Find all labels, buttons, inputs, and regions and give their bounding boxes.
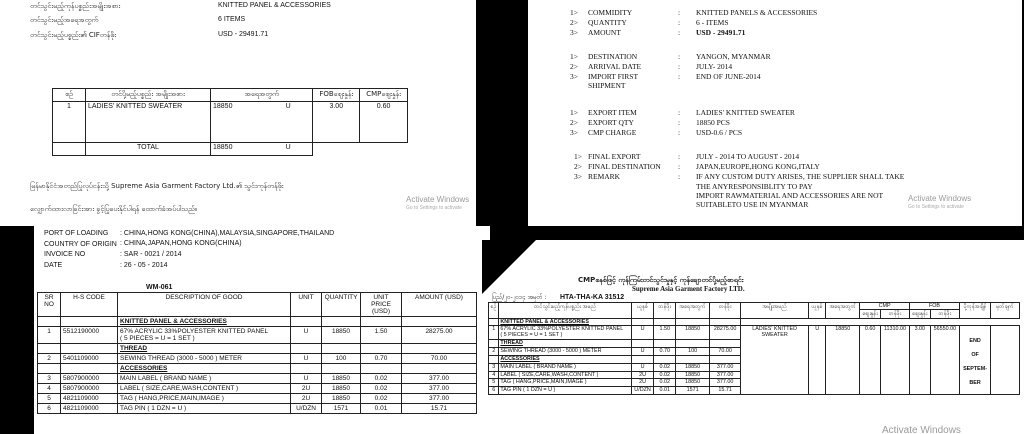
company-name: Supreme Asia Garment Factory LTD. [632, 285, 745, 293]
colon: : [678, 172, 681, 181]
item-value: USD - 29491.71 [696, 28, 746, 37]
colon: : [678, 62, 681, 71]
table-row: 4 LABEL ( SIZE,CARE,WASH,CONTENT ) 2U 0.02 18850 377.00 [489, 371, 1020, 379]
table-row: 1 67% ACRYLIC 33%POLYESTER KNITTED PANEL ( 5 PIECES = U = 1 SET ) U 1.50 18850 28275.00 LADIES' KNITTED SWEATER U 18850 0.60 11310.00 3.00 56550.00 END OF SEPTEM- BER [489, 326, 1020, 340]
footer-text: မြန်မာနိုင်ငံအတည်ပြုလုပ်ငန်းသို့ Supreme Asia Garment Factory Ltd.၏ သွင်းကုန်တန်ဖိုး [30, 182, 284, 190]
table-header: အမျိုးအမည် [741, 303, 809, 319]
item-value: YANGON, MYANMAR [696, 52, 771, 61]
table-row: 2 SEWING THREAD (3000 - 5000 ) METER U 0.70 100 70.00 [489, 348, 1020, 356]
remark-line: THE ANYRESPONSIBLITY TO PAY [696, 182, 813, 191]
header-value: KNITTED PANEL & ACCESSORIES [218, 2, 331, 9]
table-header: အရေအတွက် [211, 89, 313, 102]
section-row [38, 317, 477, 327]
colon: : [678, 72, 681, 81]
table-header: ယူနစ် [809, 303, 826, 319]
table-header: AMOUNT (USD) [402, 293, 477, 317]
colon: : [678, 8, 681, 17]
item-number: 2> [570, 62, 578, 71]
commercial-invoice-document [34, 226, 490, 434]
item-value: 18850 PCS [696, 118, 730, 127]
item-value: IF ANY CUSTOM DUTY ARISES, THE SUPPLIER SHALL TAKE [696, 172, 905, 181]
header-value: USD - 29491.71 [218, 31, 269, 38]
item-label: EXPORT ITEM [588, 108, 637, 117]
activation-watermark: Activate Windows [882, 425, 961, 434]
item-value: 6 - ITEMS [696, 18, 729, 27]
header-label: တင်သွင်းမည့်အရေအတွက် [30, 16, 99, 24]
header-label: တင်သွင်းမည့်ကုန်ပစ္စည်းအမျိုးအစား [30, 2, 121, 10]
table-header: CMP [860, 303, 910, 310]
table-header: QUANTITY [322, 293, 361, 317]
activation-watermark: Activate Windows Go to Settings to activate [908, 194, 972, 210]
section-label: KNITTED PANEL & ACCESSORIES [118, 317, 291, 327]
section-row [489, 319, 1020, 326]
table-header: FOBဈေးနှုန်း [313, 89, 360, 102]
doc-title: CMPစနစ်ဖြင့် ကုန်ကြမ်းတင်သွင်းမှုနှင့် ကုန်ချောတင်ပို့မည့်စာရင်း [578, 276, 744, 284]
shipment-details-document [528, 0, 1022, 226]
item-label: COMMIDITY [588, 8, 633, 17]
table-header: အရေအတွက် [676, 303, 710, 319]
table-header: မှတ်ချက် [991, 303, 1020, 319]
item-number: 1> [574, 152, 582, 161]
section-label: ACCESSORIES [118, 364, 291, 374]
item-label: ARRIVAL DATE [588, 62, 642, 71]
colon: : [678, 162, 681, 171]
item-label: DESTINATION [588, 52, 638, 61]
table-header: UNIT [291, 293, 322, 317]
colon: : [678, 108, 681, 117]
item-label: FINAL DESTINATION [588, 162, 661, 171]
table-header: FOB [909, 303, 959, 310]
colon: : [678, 128, 681, 137]
export-fob-price: 3.00 [909, 326, 930, 395]
remark-line: IMPORT RAWMATERIAL AND ACCESSORIES ARE NOT [696, 191, 884, 200]
item-value: JULY- 2014 [696, 62, 733, 71]
remark-cell [991, 326, 1020, 395]
item-value: LADIES' KNITTED SWEATER [696, 108, 795, 117]
export-period: END OF SEPTEM- BER [960, 326, 991, 395]
item-label: EXPORT QTY [588, 118, 634, 127]
item-number: 1> [570, 52, 578, 61]
item-label: CMP CHARGE [588, 128, 637, 137]
invoice-table [37, 292, 477, 414]
field-value: : 26 - 05 - 2014 [120, 262, 168, 269]
item-number: 3> [570, 28, 578, 37]
section-label: KNITTED PANEL & ACCESSORIES [499, 319, 631, 326]
header-value: 6 ITEMS [218, 16, 246, 23]
table-header: တန်ဖိုး [710, 303, 741, 319]
footer-text: လျှောက်ထားလာခြင်းအား ခွင့်ပြုပေးနိုင်ပါရန် ထောက်ခံအပ်ပါသည်။ [30, 205, 198, 213]
table-subheader: တန်ဖိုး [930, 310, 959, 319]
item-number: 2> [570, 18, 578, 27]
cmp-import-export-list-document [482, 240, 1024, 434]
item-value: END OF JUNE-2014 [696, 72, 761, 81]
table-row: 3 5807900000 MAIN LABEL ( BRAND NAME ) U 18850 0.02 377.00 [38, 374, 477, 384]
field-label: DATE [44, 262, 63, 269]
export-cmp-total: 11310.00 [881, 326, 910, 395]
item-number: 2> [570, 118, 578, 127]
colon: : [678, 118, 681, 127]
table-total-row: TOTAL 18850 U [53, 143, 408, 156]
item-number: 2> [574, 162, 582, 171]
field-value: : SAR - 0021 / 2014 [120, 251, 182, 258]
section-label: ACCESSORIES [499, 356, 631, 364]
item-number: 3> [570, 72, 578, 81]
export-fob-total: 56550.00 [930, 326, 959, 395]
section-row [38, 364, 477, 374]
export-cmp-price: 0.60 [860, 326, 881, 395]
table-subheader: ဈေးနှုန်း [860, 310, 881, 319]
export-qty: 18850 [826, 326, 860, 395]
export-item: LADIES' KNITTED SWEATER [741, 326, 809, 395]
table-row: 5 4821109000 TAG ( HANG,PRICE,MAIN,IMAGE ) 2U 18850 0.02 377.00 [38, 394, 477, 404]
table-header: DESCRIPTION OF GOOD [118, 293, 291, 317]
item-value: USD-0.6 / PCS [696, 128, 743, 137]
item-label: AMOUNT [588, 28, 621, 37]
item-number: 3> [574, 172, 582, 181]
table-header: ယူနစ် [631, 303, 653, 319]
item-label: SHIPMENT [588, 81, 626, 90]
colon: : [678, 28, 681, 37]
table-header: အရေအတွက် [826, 303, 860, 319]
colon: : [678, 52, 681, 61]
item-number: 3> [570, 128, 578, 137]
table-row: 5 TAG ( HANG,PRICE,MAIN,IMAGE ) 2U 0.02 18850 377.00 [489, 379, 1020, 387]
document-code: WM-061 [146, 284, 173, 291]
item-number: 1> [570, 8, 578, 17]
table-row: 2 5401109000 SEWING THREAD (3000 - 5000 ) METER U 100 0.70 70.00 [38, 354, 477, 364]
myanmar-summary-document [0, 0, 476, 226]
table-row: 1 5512190000 67% ACRYLIC 33%POLYESTER KNITTED PANEL ( 5 PIECES = U = 1 SET ) U 18850 1.50 28275.00 [38, 327, 477, 344]
table-row: 6 4821109000 TAG PIN ( 1 DZN = U ) U/DZN 1571 0.01 15.71 [38, 404, 477, 414]
table-row: 6 TAG PIN ( 1 DZN = U ) U/DZN 0.01 1571 15.71 [489, 387, 1020, 395]
export-unit: U [809, 326, 826, 395]
section-label: THREAD [499, 340, 631, 348]
item-label: FINAL EXPORT [588, 152, 641, 161]
table-header: ပို့ကုန်အချိန် [960, 303, 991, 319]
field-label: COUNTRY OF ORIGIN [44, 241, 117, 248]
item-number: 1> [570, 108, 578, 117]
activation-watermark: Activate Windows Go to Settings to activate [406, 195, 470, 211]
table-header: SR NO [38, 293, 61, 317]
table-header: CMPဈေးနှုန်း [360, 89, 408, 102]
item-value: KNITTED PANELS & ACCESSORIES [696, 8, 818, 17]
table-header: စဉ် [53, 89, 86, 102]
field-label: INVOICE NO [44, 251, 86, 258]
table-header: H-S CODE [61, 293, 118, 317]
ref-label: ပြည်/၂၀-၂၀၁၄ အမှတ် : [492, 294, 547, 301]
field-label: PORT OF LOADING [44, 230, 109, 237]
field-value: : CHINA,JAPAN,HONG KONG(CHINA) [120, 240, 242, 247]
item-value: JULY - 2014 TO AUGUST - 2014 [696, 152, 800, 161]
item-label: QUANTITY [588, 18, 627, 27]
table-subheader: ဈေးနှုန်း [909, 310, 930, 319]
ref-number: HTA-THA-KA 31512 [560, 294, 625, 301]
table-header: UNIT PRICE (USD) [361, 293, 402, 317]
table-subheader: တန်ဖိုး [881, 310, 910, 319]
cmp-table [488, 302, 1020, 395]
colon: : [678, 18, 681, 27]
colon: : [678, 152, 681, 161]
section-label: THREAD [118, 344, 291, 354]
item-label: REMARK [588, 172, 621, 181]
corner-fold [482, 240, 536, 294]
table-row: 4 5807900000 LABEL ( SIZE,CARE,WASH,CONTENT ) 2U 18850 0.02 377.00 [38, 384, 477, 394]
table-header: တင်ပို့မည့်ပစ္စည်း အမျိုးအစား [86, 89, 211, 102]
table-header: တန်ဖိုး [654, 303, 676, 319]
header-label: တင်သွင်းမည့်ပစ္စည်း၏ CIFတန်ဖိုး [30, 31, 117, 39]
item-label: IMPORT FIRST [588, 72, 639, 81]
remark-line: SUITABLETO USE IN MYANMAR [696, 200, 809, 209]
table-row: 1 LADIES' KNITTED SWEATER 18850 U 3.00 0.60 [53, 102, 408, 143]
table-header: စဉ် [489, 303, 499, 319]
field-value: : CHINA,HONG KONG(CHINA),MALAYSIA,SINGAPORE,THAILAND [120, 230, 335, 237]
table-row: 3 MAIN LABEL ( BRAND NAME ) U 0.02 18850 377.00 [489, 363, 1020, 371]
export-summary-table [52, 88, 408, 156]
section-row [38, 344, 477, 354]
item-value: JAPAN,EUROPE,HONG KONG,ITALY [696, 162, 820, 171]
table-header: တင်သွင်းမည့်ကုန်ပစ္စည်း အမည် [499, 303, 631, 319]
